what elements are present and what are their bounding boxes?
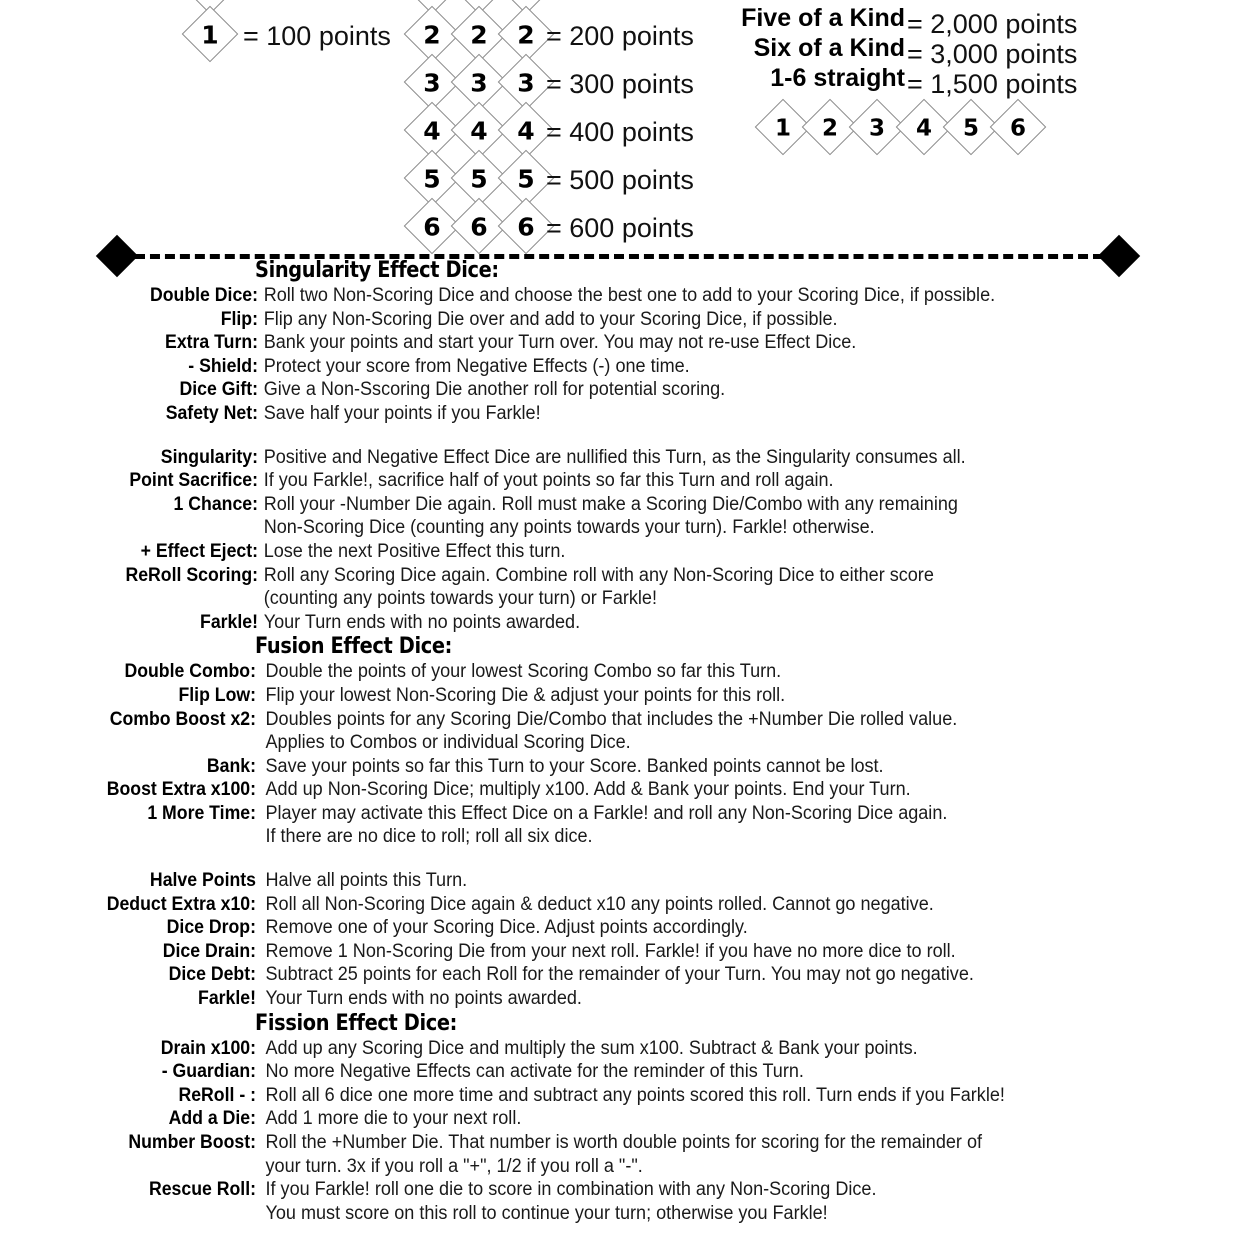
rule-line: Bank your points and start your Turn over. You may not re-use Effect Dice. [263, 332, 857, 354]
rule-row [0, 1178, 1240, 1225]
effect-dice-rules [0, 258, 1240, 1225]
rule-row [0, 893, 1240, 917]
rule-line: If there are no dice to roll; roll all six dice. [265, 826, 593, 848]
rule-line: Roll all Non-Scoring Dice again & deduct x10 any points rolled. Cannot go negative. [265, 893, 934, 915]
rule-line: Roll your -Number Die again. Roll must make a Scoring Die/Combo with any remaining [263, 493, 958, 515]
die-value: 3 [868, 115, 885, 142]
die-value: 5 [962, 115, 979, 142]
rule-label: Dice Drop: [166, 917, 256, 939]
rule-description [256, 1131, 1191, 1178]
die-value: 2 [423, 20, 441, 50]
rule-group [0, 1037, 1240, 1226]
rule-line: Roll any Scoring Dice again. Combine roll with any Non-Scoring Dice to either score [263, 564, 934, 586]
rule-label: Drain x100: [160, 1037, 256, 1059]
rule-line: You must score on this roll to continue your turn; otherwise you Farkle! [265, 1202, 828, 1224]
die-value: 3 [470, 68, 488, 98]
die-value: 6 [1009, 115, 1026, 142]
rule-line: Give a Non-Sscoring Die another roll for potential scoring. [263, 379, 726, 401]
rule-row [0, 1060, 1240, 1084]
rule-description [258, 611, 1191, 635]
rule-line: Your Turn ends with no points awarded. [265, 988, 582, 1010]
rule-row [0, 308, 1240, 332]
combo-score-2: = 1,500 points [907, 69, 1078, 99]
combo-score-0: = 2,000 points [907, 9, 1078, 39]
rule-description [256, 869, 1191, 893]
rule-label: Boost Extra x100: [106, 779, 257, 801]
rule-label: ReRoll - : [178, 1084, 256, 1106]
rule-label: Safety Net: [165, 402, 258, 424]
rule-line: Subtract 25 points for each Roll for the remainder of your Turn. You may not go negative. [265, 964, 974, 986]
rule-line: Doubles points for any Scoring Die/Combo that includes the +Number Die rolled value. [265, 708, 958, 730]
rule-line: Add up any Scoring Dice and multiply the sum x100. Subtract & Bank your points. [265, 1037, 918, 1059]
triple-score-4: = 400 points [546, 117, 694, 147]
rule-line: Lose the next Positive Effect this turn. [263, 540, 566, 562]
rule-row [0, 778, 1240, 802]
die-value: 3 [423, 68, 441, 98]
die-value: 1 [201, 20, 219, 50]
rule-description [256, 1037, 1191, 1061]
die-value: 4 [470, 116, 488, 146]
rule-group [0, 869, 1240, 1011]
die-value: 6 [470, 212, 488, 242]
rule-label: Point Sacrifice: [129, 470, 258, 492]
rule-row [0, 331, 1240, 355]
triple-score-5: = 500 points [546, 165, 694, 195]
rule-description [258, 402, 1191, 426]
rule-description [256, 963, 1191, 987]
rule-description [256, 708, 1191, 755]
rule-description [256, 778, 1191, 802]
triple-score-6: = 600 points [546, 213, 694, 243]
rule-row [0, 802, 1240, 849]
rule-label: - Guardian: [161, 1061, 256, 1083]
rule-line: Remove one of your Scoring Dice. Adjust points accordingly. [265, 917, 748, 939]
rule-row [0, 564, 1240, 611]
rule-group [0, 284, 1240, 426]
rule-line: Save half your points if you Farkle! [263, 402, 541, 424]
die-value: 3 [517, 68, 535, 98]
rule-line: Your Turn ends with no points awarded. [263, 611, 581, 633]
rule-row [0, 493, 1240, 540]
rule-row [0, 1107, 1240, 1131]
rule-row [0, 755, 1240, 779]
rule-description [256, 1060, 1191, 1084]
rule-label: Deduct Extra x10: [106, 893, 257, 915]
rule-line: Roll two Non-Scoring Dice and choose the best one to add to your Scoring Dice, if possible. [263, 285, 996, 306]
rule-row [0, 611, 1240, 635]
rule-label: Double Dice: [150, 285, 258, 306]
rule-line: Flip your lowest Non-Scoring Die & adjust your points for this roll. [265, 684, 786, 706]
rule-line: your turn. 3x if you roll a "+", 1/2 if you roll a "-". [265, 1155, 643, 1177]
die-face-6 [990, 99, 1047, 156]
rule-row [0, 660, 1240, 684]
die-value: 4 [517, 116, 535, 146]
rule-description [258, 540, 1191, 564]
rule-row [0, 469, 1240, 493]
die-value: 2 [821, 115, 838, 142]
rule-description [256, 1178, 1191, 1225]
rule-description [256, 940, 1191, 964]
rule-description [256, 987, 1191, 1011]
die-value: 4 [915, 115, 932, 142]
rule-label: Add a Die: [168, 1108, 256, 1130]
rule-line: If you Farkle!, sacrifice half of yout points so far this Turn and roll again. [263, 470, 834, 492]
die-value: 4 [423, 116, 441, 146]
rule-row [0, 540, 1240, 564]
die-value: 2 [517, 20, 535, 50]
rule-description [258, 446, 1191, 470]
triple-score-3: = 300 points [546, 69, 694, 99]
rule-label: Singularity: [160, 446, 258, 468]
rule-line: Roll all 6 dice one more time and subtract any points scored this roll. Turn ends if you Farkle! [265, 1084, 1005, 1106]
rule-line: Player may activate this Effect Dice on a Farkle! and roll any Non-Scoring Dice again. [265, 802, 948, 824]
rule-description [258, 284, 1191, 308]
rule-description [258, 469, 1191, 493]
rule-line: Applies to Combos or individual Scoring Dice. [265, 732, 631, 754]
rule-label: 1 More Time: [147, 802, 256, 824]
die-value: 6 [423, 212, 441, 242]
rule-label: Double Combo: [124, 661, 256, 683]
triple-score-2: = 200 points [546, 21, 694, 51]
rule-description [258, 564, 1191, 611]
die-value: 2 [470, 20, 488, 50]
rule-description [258, 308, 1191, 332]
rule-line: If you Farkle! roll one die to score in combination with any Non-Scoring Dice. [265, 1179, 877, 1201]
rule-description [256, 755, 1191, 779]
rule-label: Farkle! [200, 611, 258, 633]
rule-line: No more Negative Effects can activate for the reminder of this Turn. [265, 1061, 804, 1083]
rule-line: Roll the +Number Die. That number is worth double points for scoring for the remainder of [265, 1132, 983, 1153]
rule-line: Positive and Negative Effect Dice are nullified this Turn, as the Singularity consumes all. [263, 446, 966, 468]
die-value: 1 [774, 115, 791, 142]
rule-label: Bank: [206, 755, 256, 777]
rule-label: Number Boost: [128, 1132, 256, 1153]
rule-line: Halve all points this Turn. [265, 870, 468, 892]
rule-description [256, 684, 1191, 708]
rule-label: ReRoll Scoring: [125, 564, 258, 586]
rule-description [258, 378, 1191, 402]
rule-group [0, 446, 1240, 635]
rule-row [0, 940, 1240, 964]
rule-description [258, 493, 1191, 540]
rule-description [256, 1084, 1191, 1108]
rule-line: (counting any points towards your turn) or Farkle! [263, 588, 657, 610]
single-die-score: = 100 points [243, 21, 391, 51]
scoring-table [0, 0, 1240, 250]
rule-description [256, 893, 1191, 917]
rule-description [256, 1107, 1191, 1131]
rule-description [256, 916, 1191, 940]
rule-label: Dice Drain: [162, 940, 256, 962]
section-heading-1: Fusion Effect Dice: [255, 634, 453, 660]
rule-line: Protect your score from Negative Effects (-) one time. [263, 355, 690, 377]
rule-line: Double the points of your lowest Scoring Combo so far this Turn. [265, 661, 782, 683]
group-spacer [0, 426, 1240, 446]
rule-line: Remove 1 Non-Scoring Die from your next roll. Farkle! if you have no more dice to roll. [265, 940, 956, 962]
rule-label: Halve Points [149, 870, 256, 892]
rule-line: Non-Scoring Dice (counting any points towards your turn). Farkle! otherwise. [263, 517, 875, 539]
rule-description [258, 331, 1191, 355]
rule-row [0, 708, 1240, 755]
die-value: 6 [517, 212, 535, 242]
rule-label: Dice Gift: [179, 379, 258, 401]
rule-label: + Effect Eject: [140, 540, 258, 562]
rule-row [0, 684, 1240, 708]
die-value: 5 [423, 164, 441, 194]
section-heading-2: Fission Effect Dice: [255, 1010, 458, 1036]
rule-label: 1 Chance: [173, 493, 258, 515]
rule-label: Extra Turn: [165, 332, 258, 354]
rule-label: Dice Debt: [168, 964, 256, 986]
combo-score-1: = 3,000 points [907, 39, 1078, 69]
rule-row [0, 963, 1240, 987]
rule-line: Add up Non-Scoring Dice; multiply x100. Add & Bank your points. End your Turn. [265, 779, 911, 801]
rule-row [0, 284, 1240, 308]
rule-group [0, 660, 1240, 849]
rule-label: - Shield: [188, 355, 258, 377]
die-face-1 [182, 6, 239, 63]
rule-row [0, 1084, 1240, 1108]
die-value: 5 [470, 164, 488, 194]
rule-row [0, 402, 1240, 426]
rule-row [0, 355, 1240, 379]
section-heading-0: Singularity Effect Dice: [255, 258, 499, 283]
rule-description [256, 802, 1191, 849]
rule-row [0, 869, 1240, 893]
rule-row [0, 987, 1240, 1011]
group-spacer [0, 849, 1240, 869]
rule-line: Flip any Non-Scoring Die over and add to your Scoring Dice, if possible. [263, 308, 838, 330]
combo-label-2: 1-6 straight [770, 64, 905, 92]
rule-row [0, 378, 1240, 402]
rule-row [0, 446, 1240, 470]
die-value: 5 [517, 164, 535, 194]
rule-label: Rescue Roll: [148, 1179, 256, 1201]
rule-line: Add 1 more die to your next roll. [265, 1108, 522, 1130]
combo-label-1: Six of a Kind [753, 34, 905, 62]
rule-row [0, 1131, 1240, 1178]
combo-label-0: Five of a Kind [741, 4, 905, 32]
rule-description [256, 660, 1191, 684]
rule-label: Flip: [220, 308, 258, 330]
rule-label: Combo Boost x2: [109, 708, 256, 730]
rule-row [0, 1037, 1240, 1061]
rule-row [0, 916, 1240, 940]
rule-line: Save your points so far this Turn to your Score. Banked points cannot be lost. [265, 755, 884, 777]
rule-description [258, 355, 1191, 379]
rule-label: Farkle! [198, 988, 256, 1010]
rule-label: Flip Low: [178, 684, 256, 706]
